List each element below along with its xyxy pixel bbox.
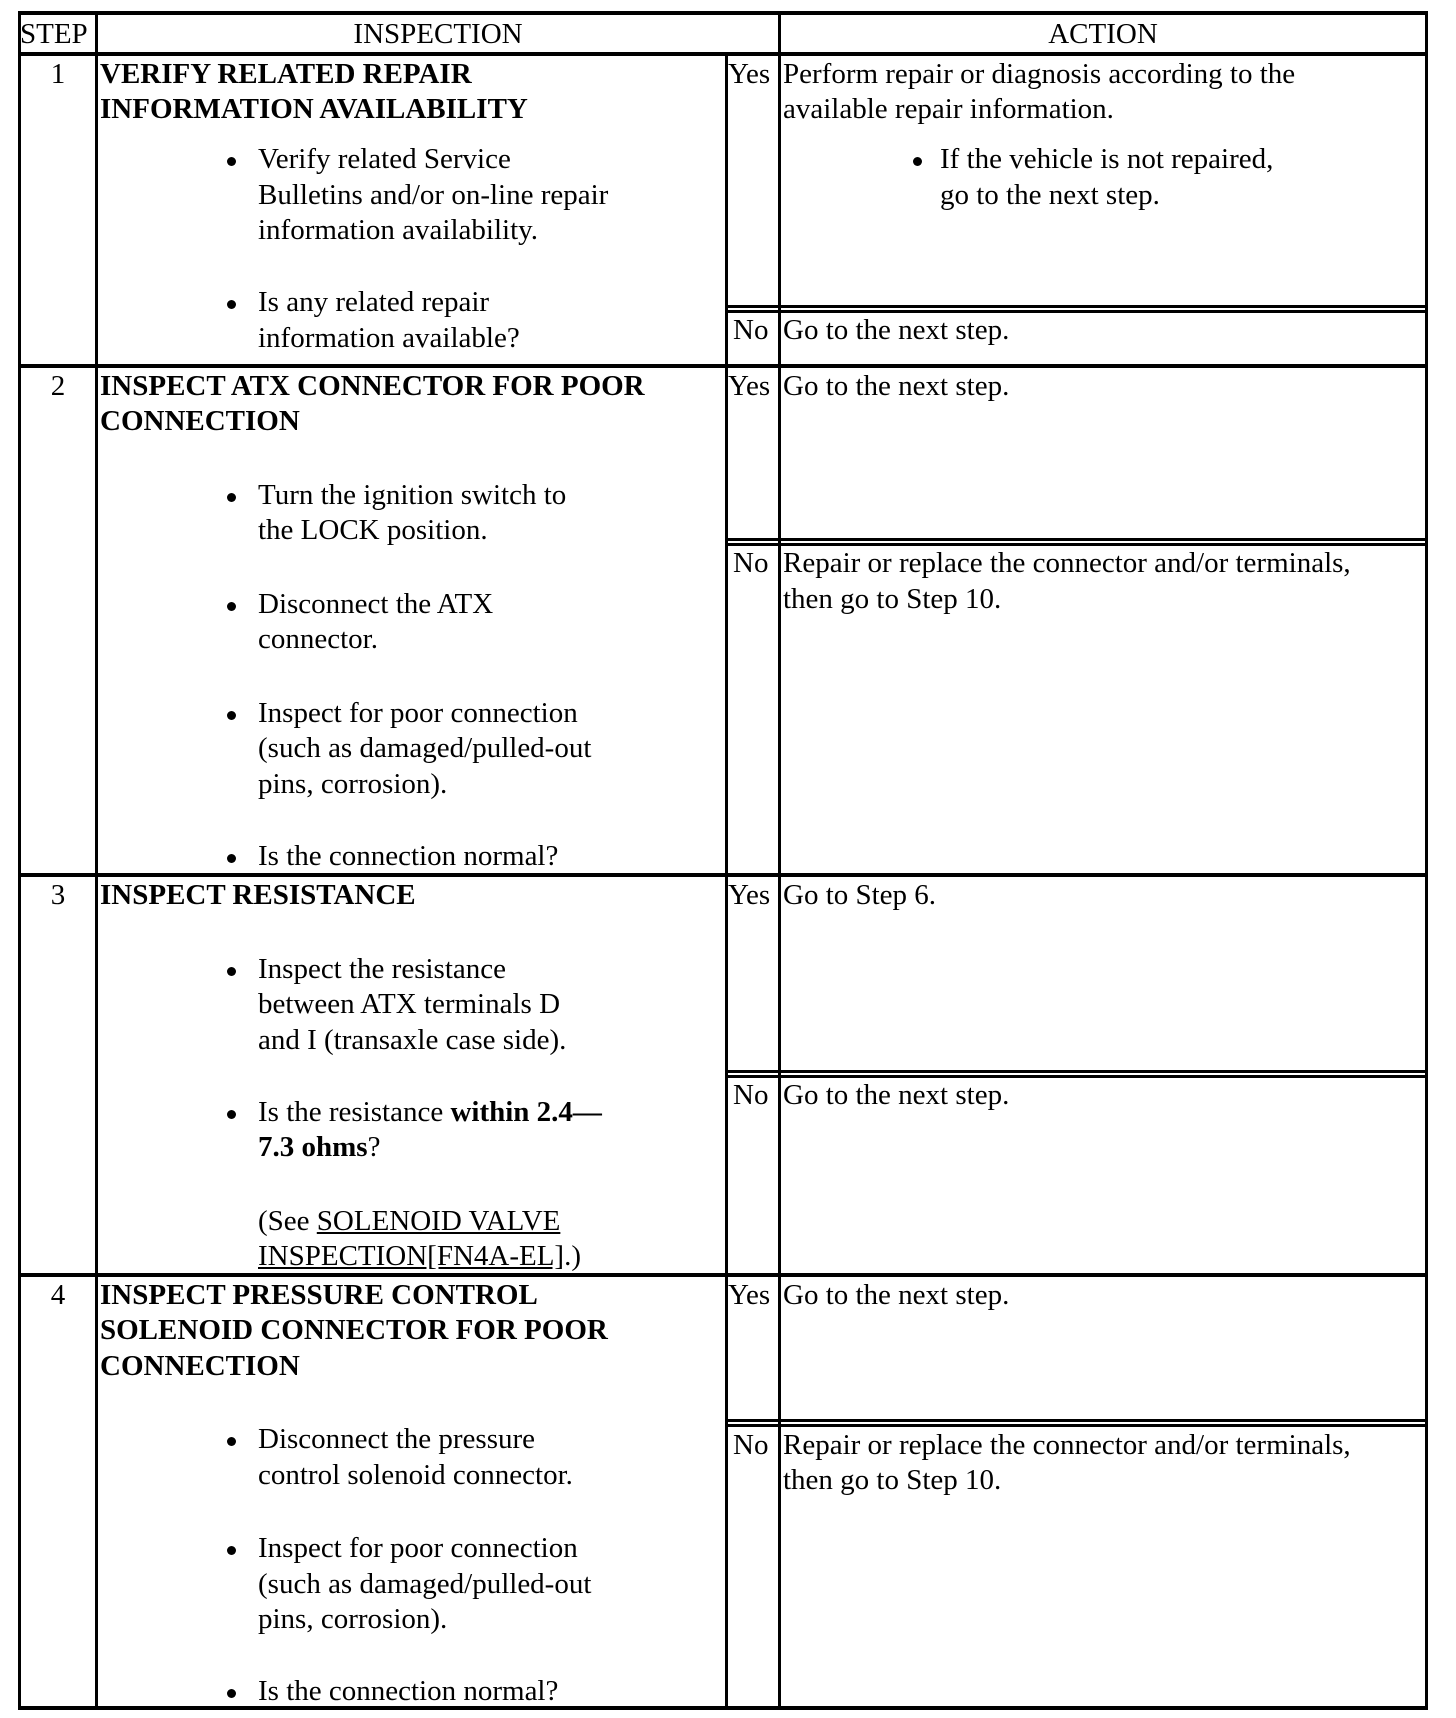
- bullet-text: Verify related Service: [258, 143, 511, 175]
- header-inspection: INSPECTION: [353, 18, 523, 50]
- yes-action: Go to the next step.: [783, 1279, 1010, 1311]
- table-border-bottom: [18, 1706, 1428, 1710]
- inspection-title: INSPECT PRESSURE CONTROL: [100, 1279, 538, 1311]
- no-action: then go to Step 10.: [783, 1464, 1002, 1496]
- bullet-icon: [227, 300, 236, 309]
- row-divider-3: [18, 1273, 1428, 1277]
- no-action: Repair or replace the connector and/or terminals,: [783, 1429, 1351, 1461]
- bullet-text: Disconnect the ATX: [258, 588, 494, 620]
- table-border-right: [1425, 11, 1428, 1710]
- yesno-divider-4b: [725, 1424, 1428, 1427]
- col-sep-step: [95, 11, 98, 1710]
- no-label: No: [733, 547, 769, 579]
- row-divider-1: [18, 364, 1428, 368]
- bullet-icon: [227, 967, 236, 976]
- see-reference: [258, 1204, 560, 1240]
- yesno-divider-3a: [725, 1070, 1428, 1073]
- bullet-text-plain: Is the resistance: [258, 1096, 451, 1128]
- bullet-icon: [227, 1437, 236, 1446]
- bullet-icon: [227, 602, 236, 611]
- yes-label: Yes: [728, 879, 771, 911]
- bullet-text: pins, corrosion).: [258, 768, 448, 800]
- bullet-text: between ATX terminals D: [258, 988, 561, 1020]
- no-action: Go to the next step.: [783, 314, 1010, 346]
- step-number: 1: [50, 58, 66, 90]
- inspection-title: INSPECT ATX CONNECTOR FOR POOR: [100, 370, 645, 402]
- yes-label: Yes: [728, 58, 771, 90]
- see-prefix: (See: [258, 1205, 317, 1237]
- bullet-text: Inspect for poor connection: [258, 1532, 578, 1564]
- yesno-divider-1a: [725, 305, 1428, 308]
- bullet-text-plain: ?: [367, 1131, 381, 1163]
- yes-action: Go to the next step.: [783, 370, 1010, 402]
- see-reference: [258, 1239, 581, 1275]
- bullet-text: Is any related repair: [258, 286, 490, 318]
- bullet-text-bold: within 2.4—: [450, 1096, 602, 1128]
- bullet-text: control solenoid connector.: [258, 1459, 573, 1491]
- col-sep-action: [778, 11, 781, 1710]
- bullet-text-bold: 7.3 ohms: [258, 1131, 368, 1163]
- bullet-text: and I (transaxle case side).: [258, 1024, 567, 1056]
- solenoid-valve-link[interactable]: INSPECTION[FN4A-EL]: [258, 1240, 565, 1272]
- bullet-icon: [227, 854, 236, 863]
- bullet-icon: [227, 1689, 236, 1698]
- table-border-left: [18, 11, 21, 1710]
- no-label: No: [733, 314, 769, 346]
- bullet-text: Bulletins and/or on-line repair: [258, 179, 609, 211]
- table-border-top: [18, 11, 1428, 15]
- bullet-text: Disconnect the pressure: [258, 1423, 536, 1455]
- yes-label: Yes: [728, 370, 771, 402]
- bullet-text: Inspect for poor connection: [258, 697, 578, 729]
- no-label: No: [733, 1429, 769, 1461]
- bullet-text: information available?: [258, 322, 520, 354]
- bullet-text: (such as damaged/pulled-out: [258, 732, 592, 764]
- bullet-icon: [227, 157, 236, 166]
- no-action: Repair or replace the connector and/or terminals,: [783, 547, 1351, 579]
- yes-action: Perform repair or diagnosis according to the: [783, 58, 1296, 90]
- bullet-text: Inspect the resistance: [258, 953, 507, 985]
- bullet-text: pins, corrosion).: [258, 1603, 448, 1635]
- bullet-icon: [227, 493, 236, 502]
- bullet-text: go to the next step.: [940, 179, 1160, 211]
- row-divider-2: [18, 873, 1428, 877]
- bullet-icon: [227, 1110, 236, 1119]
- see-suffix: .): [564, 1240, 582, 1272]
- bullet-text: (such as damaged/pulled-out: [258, 1568, 592, 1600]
- bullet-text: [258, 1130, 380, 1166]
- bullet-icon: [913, 157, 922, 166]
- inspection-title: CONNECTION: [100, 405, 300, 437]
- bullet-text: Is the connection normal?: [258, 840, 559, 872]
- bullet-text: the LOCK position.: [258, 514, 488, 546]
- yesno-divider-4a: [725, 1419, 1428, 1422]
- no-label: No: [733, 1079, 769, 1111]
- header-divider: [18, 52, 1428, 56]
- step-number: 4: [50, 1279, 66, 1311]
- bullet-text: connector.: [258, 623, 378, 655]
- bullet-text: [258, 1095, 602, 1131]
- yesno-divider-2a: [725, 538, 1428, 541]
- no-action: then go to Step 10.: [783, 583, 1002, 615]
- header-step: STEP: [20, 18, 88, 50]
- solenoid-valve-link[interactable]: SOLENOID VALVE: [316, 1205, 561, 1237]
- inspection-title: INSPECT RESISTANCE: [100, 879, 416, 911]
- inspection-title: INFORMATION AVAILABILITY: [100, 93, 528, 125]
- bullet-text: Is the connection normal?: [258, 1675, 559, 1707]
- no-action: Go to the next step.: [783, 1079, 1010, 1111]
- step-number: 2: [50, 370, 66, 402]
- yes-label: Yes: [728, 1279, 771, 1311]
- yes-action: available repair information.: [783, 93, 1114, 125]
- yes-action: Go to Step 6.: [783, 879, 937, 911]
- bullet-text: Turn the ignition switch to: [258, 479, 567, 511]
- inspection-title: VERIFY RELATED REPAIR: [100, 58, 472, 90]
- inspection-title: SOLENOID CONNECTOR FOR POOR: [100, 1314, 608, 1346]
- bullet-icon: [227, 1546, 236, 1555]
- inspection-title: CONNECTION: [100, 1350, 300, 1382]
- step-number: 3: [50, 879, 66, 911]
- bullet-text: information availability.: [258, 214, 538, 246]
- bullet-text: If the vehicle is not repaired,: [940, 143, 1274, 175]
- bullet-icon: [227, 711, 236, 720]
- header-action: ACTION: [1048, 18, 1158, 50]
